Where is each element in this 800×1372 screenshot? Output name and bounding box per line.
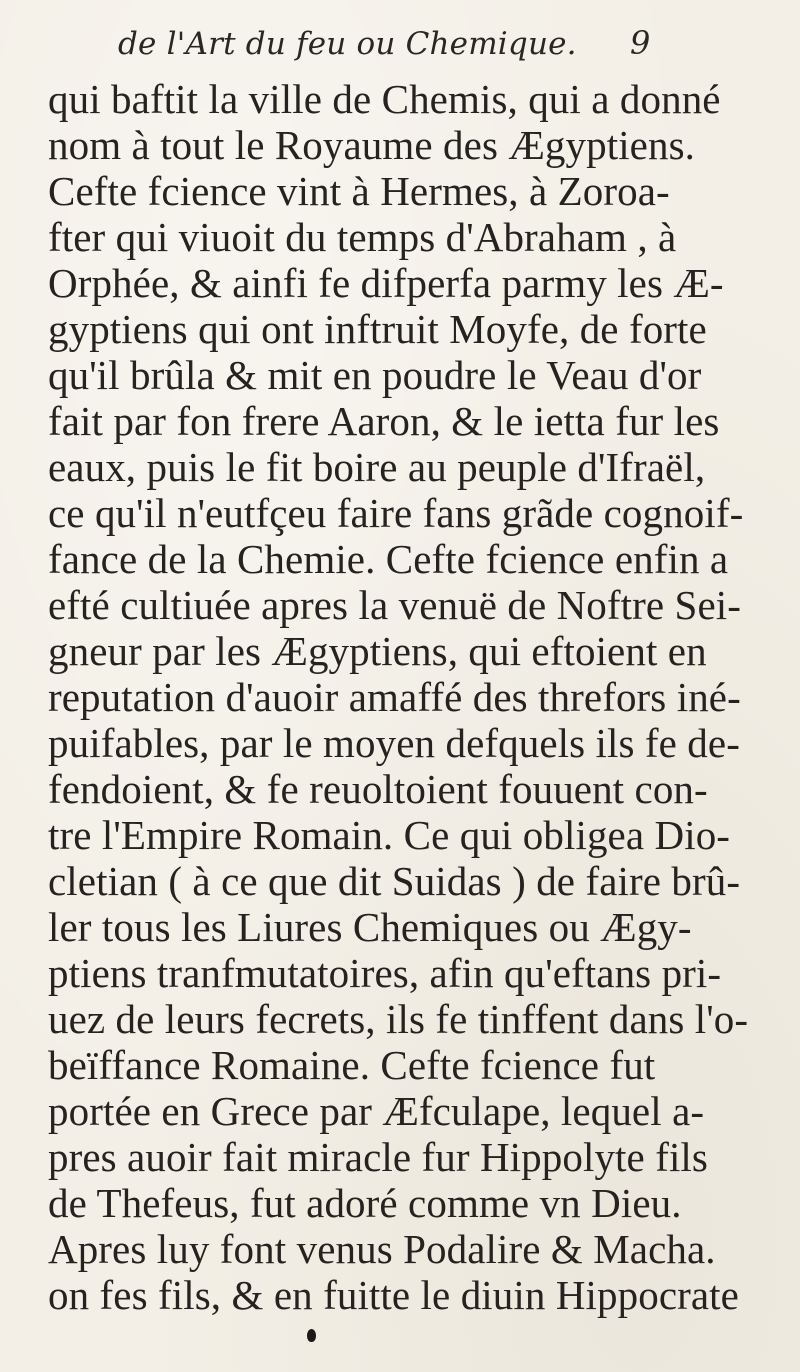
text-line: fendoient, & fe reuoltoient fouuent con- bbox=[48, 766, 708, 812]
text-line: eaux, puis le fit boire au peuple d'Ifraël, bbox=[48, 444, 706, 490]
page-header bbox=[0, 10, 800, 70]
text-line: reputation d'auoir amaffé des threfors iné- bbox=[48, 674, 741, 720]
text-line: uez de leurs fecrets, ils fe tinffent dans l'o- bbox=[48, 996, 749, 1042]
text-line: on fes fils, & en fuitte le diuin Hippocrate bbox=[48, 1272, 739, 1318]
text-line: gneur par les Ægyptiens, qui eftoient en bbox=[48, 628, 707, 674]
text-line: Orphée, & ainfi fe difperfa parmy les Æ- bbox=[48, 260, 724, 306]
ink-dot-ornament bbox=[307, 1329, 316, 1342]
text-line: ce qu'il n'eutfçeu faire fans grãde cognoif- bbox=[48, 490, 744, 536]
text-line: de Thefeus, fut adoré comme vn Dieu. bbox=[48, 1180, 682, 1226]
text-line: gyptiens qui ont inftruit Moyfe, de forte bbox=[48, 306, 707, 352]
text-line: Apres luy font venus Podalire & Macha. bbox=[48, 1226, 716, 1272]
text-line: ler tous les Liures Chemiques ou Ægy- bbox=[48, 904, 692, 950]
text-line: efté cultiuée apres la venuë de Noftre Sei- bbox=[48, 582, 741, 628]
text-line: tre l'Empire Romain. Ce qui obligea Dio- bbox=[48, 812, 731, 858]
text-line: qui baftit la ville de Chemis, qui a donné bbox=[48, 76, 721, 122]
text-line: nom à tout le Royaume des Ægyptiens. bbox=[48, 122, 695, 168]
text-line: fter qui viuoit du temps d'Abraham , à bbox=[48, 214, 677, 260]
text-line: cletian ( à ce que dit Suidas ) de faire brû- bbox=[48, 858, 741, 904]
text-line: pres auoir fait miracle fur Hippolyte fils bbox=[48, 1134, 708, 1180]
text-line: ptiens tranfmutatoires, afin qu'eftans pri- bbox=[48, 950, 722, 996]
text-line: beïffance Romaine. Cefte fcience fut bbox=[48, 1042, 656, 1088]
text-line: qu'il brûla & mit en poudre le Veau d'or bbox=[48, 352, 702, 398]
text-line: fance de la Chemie. Cefte fcience enfin a bbox=[48, 536, 729, 582]
text-line: fait par fon frere Aaron, & le ietta fur les bbox=[48, 398, 720, 444]
text-line: portée en Grece par Æfculape, lequel a- bbox=[48, 1088, 705, 1134]
running-head: de l'Art du feu ou Chemique. bbox=[118, 26, 577, 62]
page-number: 9 bbox=[630, 24, 651, 62]
text-line: puifables, par le moyen defquels ils fe de- bbox=[48, 720, 740, 766]
text-line: Cefte fcience vint à Hermes, à Zoroa- bbox=[48, 168, 670, 214]
